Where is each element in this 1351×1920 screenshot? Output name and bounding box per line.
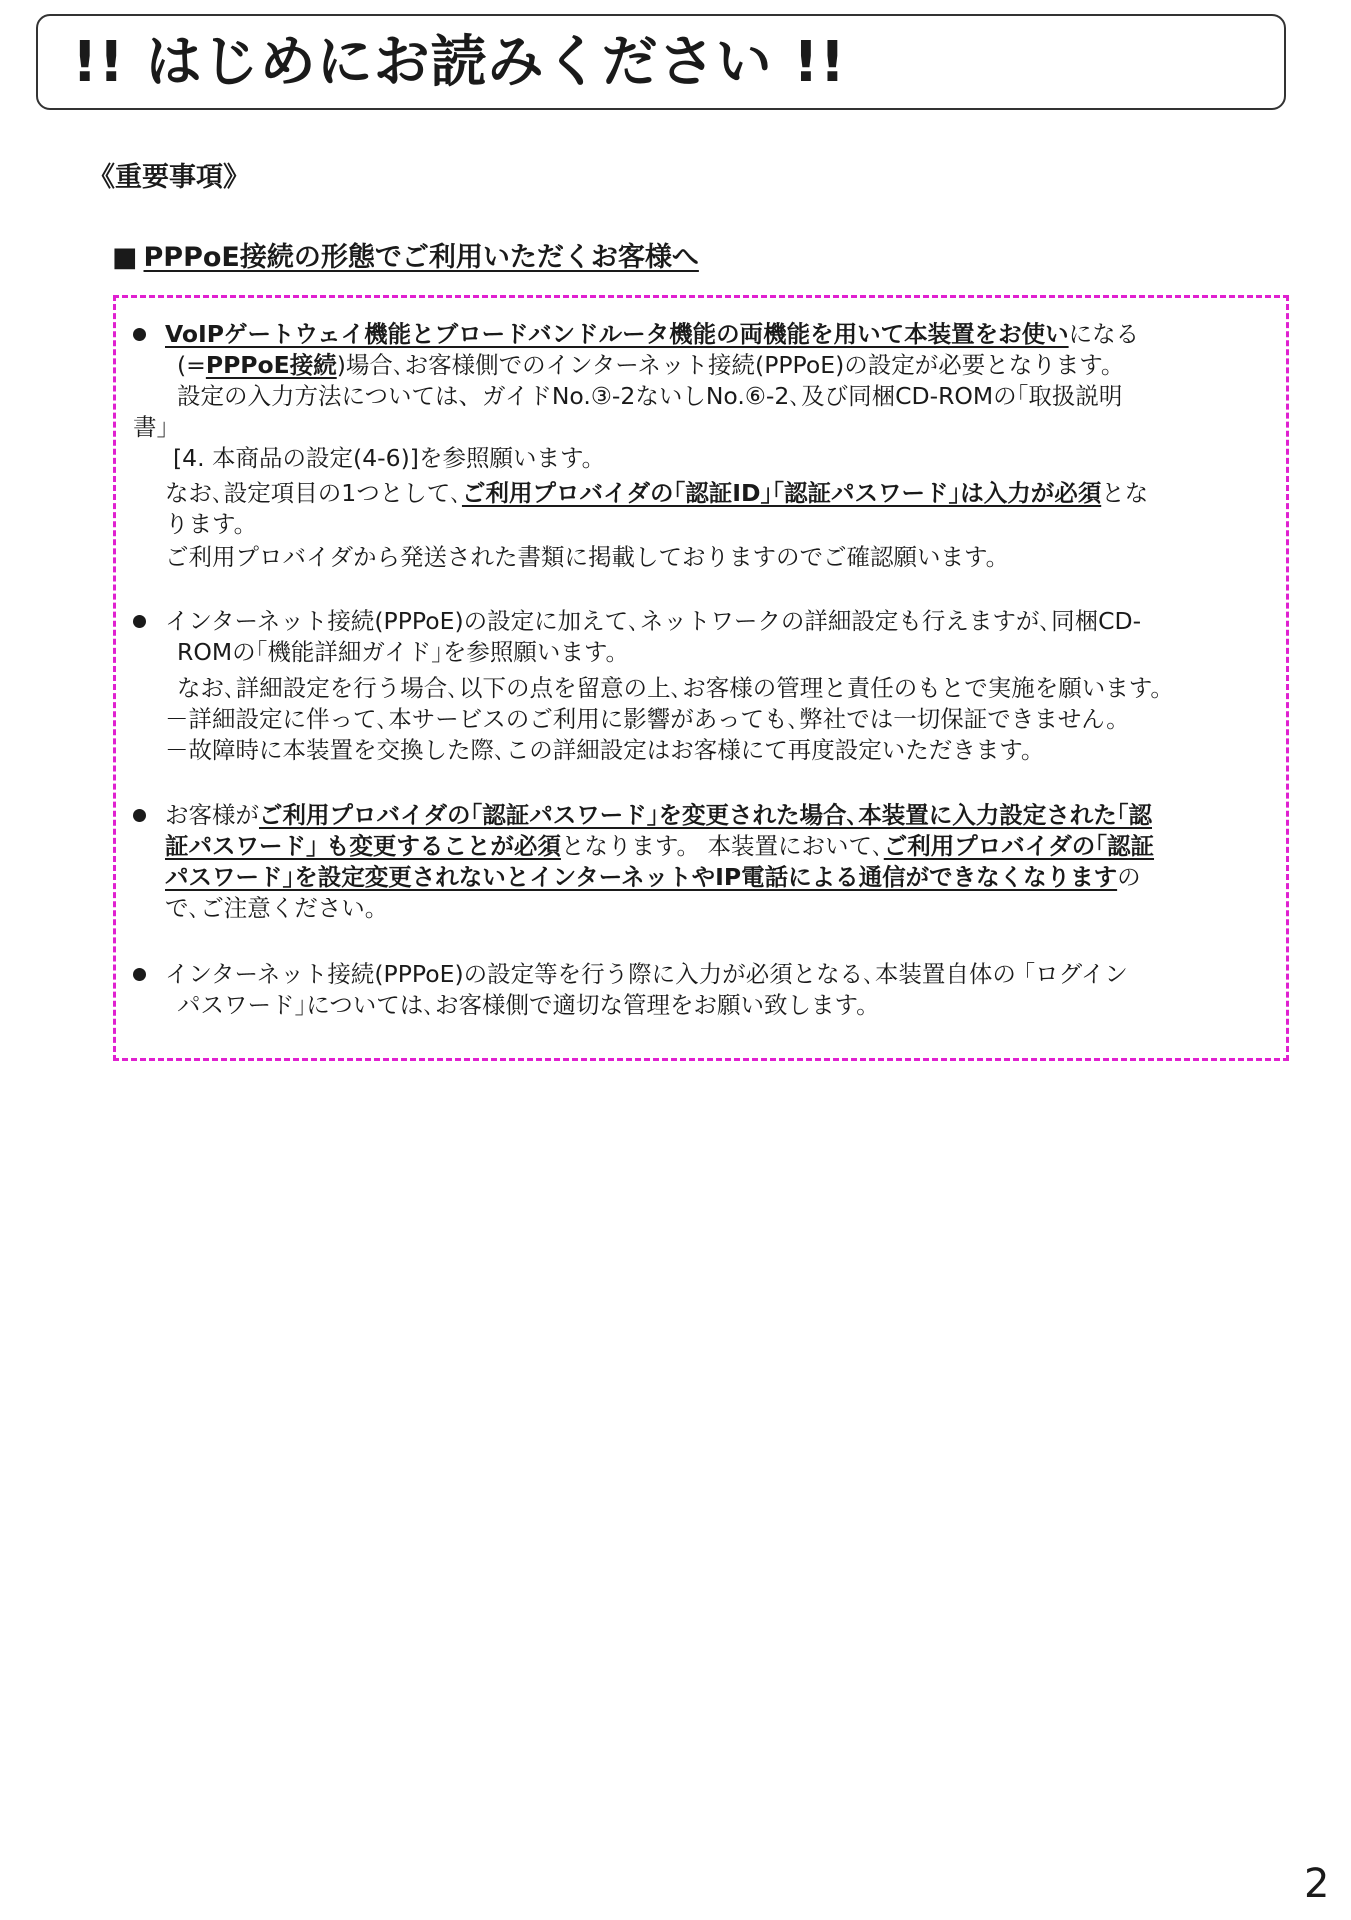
notice-2-line-5: －故障時に本装置を交換した際､この詳細設定はお客様にて再度設定いただきます。	[165, 736, 1045, 764]
notice-1-line-3: 設定の入力方法については、ガイドNo.③-2ないしNo.⑥-2､及び同梱CD-ROMの｢取扱説明	[177, 382, 1123, 410]
notice-2-line-4: －詳細設定に伴って､本サービスのご利用に影響があっても､弊社では一切保証できません。	[165, 705, 1130, 733]
page-title: !! はじめにお読みください !!	[72, 30, 847, 95]
notice-2-line-1: インターネット接続(PPPoE)の設定に加えて､ネットワークの詳細設定も行えますが､同梱CD-	[165, 607, 1142, 635]
notice-1-emphasis: ご利用プロバイダの｢認証ID｣｢認証パスワード｣は入力が必須	[461, 479, 1102, 507]
subsection-heading	[112, 238, 699, 278]
section-heading: 《重要事項》	[88, 162, 250, 193]
title-banner	[36, 14, 1286, 110]
notice-1-emphasis: PPPoE接続	[205, 351, 337, 379]
notice-2-line-3: なお､詳細設定を行う場合､以下の点を留意の上､お客様の管理と責任のもとで実施を願います。	[177, 674, 1174, 702]
notice-1-text: )場合､お客様側でのインターネット接続(PPPoE)の設定が必要となります。	[336, 351, 1125, 379]
notice-3-text: お客様が	[165, 801, 259, 829]
notice-1-line-8: ご利用プロバイダから発送された書類に掲載しておりますのでご確認願います。	[165, 543, 1010, 571]
notice-4-line-2: パスワード｣については､お客様側で適切な管理をお願い致します。	[177, 991, 880, 1019]
notice-3-emphasis: ご利用プロバイダの｢認証パスワード｣を変更された場合､本装置に入力設定された｢認	[259, 801, 1152, 829]
notice-1-text: になる	[1068, 320, 1140, 348]
notice-1-text: (=	[177, 351, 206, 379]
subsection-heading-text: PPPoE接続の形態でご利用いただくお客様へ	[143, 242, 699, 273]
notice-1-line-7: ります。	[165, 510, 258, 538]
notice-2-line-2: ROMの｢機能詳細ガイド｣を参照願います。	[177, 638, 630, 666]
bullet-icon	[133, 968, 146, 981]
notice-1-text: とな	[1101, 479, 1149, 507]
notice-3-line-3	[165, 862, 1141, 893]
notice-1-text: なお､設定項目の1つとして､	[165, 479, 462, 507]
bullet-icon	[133, 615, 146, 628]
bullet-icon	[133, 328, 146, 341]
notice-3-text: となります。 本装置において､	[560, 832, 884, 860]
notice-1-line-6	[165, 478, 1148, 509]
notice-1-line-5: [4. 本商品の設定(4-6)]を参照願います。	[173, 444, 606, 472]
notice-3-line-1	[165, 800, 1152, 831]
notice-1-line-4: 書｣	[133, 413, 169, 441]
notice-3-emphasis: 証パスワード｣ も変更することが必須	[165, 832, 561, 860]
notice-4-line-1: インターネット接続(PPPoE)の設定等を行う際に入力が必須となる､本装置自体の ｢ログイン	[165, 960, 1128, 988]
notice-1-emphasis: VoIPゲートウェイ機能とブロードバンドルータ機能の両機能を用いて本装置をお使い	[165, 320, 1069, 348]
page-number: 2	[1304, 1861, 1330, 1907]
notice-3-emphasis: パスワード｣を設定変更されないとインターネットやIP電話による通信ができなくなります	[165, 863, 1118, 891]
notice-3-line-4: で､ご注意ください。	[165, 894, 389, 922]
notice-1-line-2	[177, 350, 1124, 381]
notice-3-line-2	[165, 831, 1154, 862]
square-bullet-icon: ■	[112, 242, 138, 273]
notice-3-text: の	[1117, 863, 1141, 891]
notice-3-emphasis: ご利用プロバイダの｢認証	[883, 832, 1155, 860]
bullet-icon	[133, 809, 146, 822]
notice-1-line-1	[165, 319, 1139, 350]
